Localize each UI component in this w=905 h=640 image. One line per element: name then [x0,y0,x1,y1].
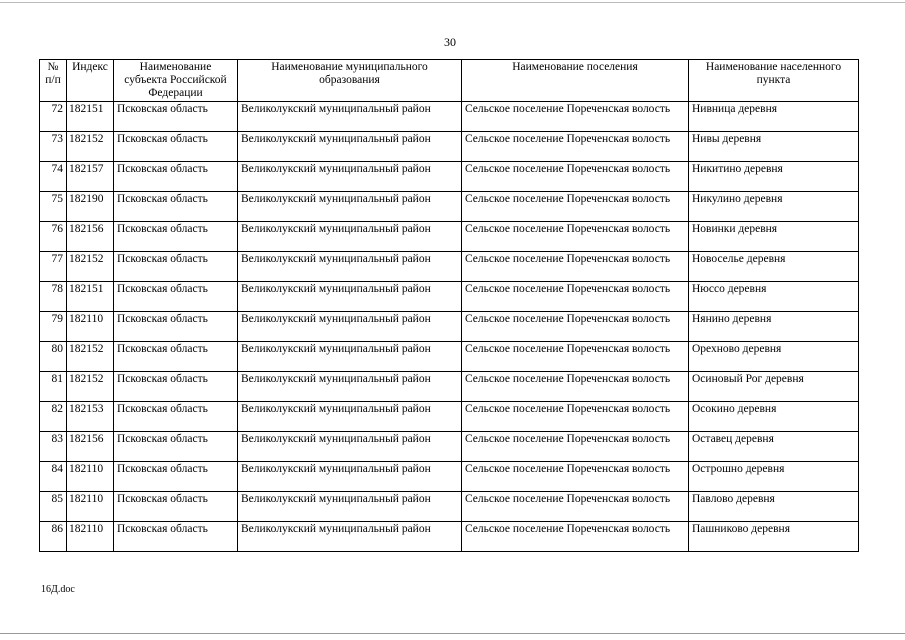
cell-subject: Псковская область [114,222,238,252]
cell-settlement: Сельское поселение Пореченская волость [462,162,689,192]
cell-locality: Оставец деревня [689,432,859,462]
cell-locality: Новоселье деревня [689,252,859,282]
cell-settlement: Сельское поселение Пореченская волость [462,132,689,162]
cell-municipality: Великолукский муниципальный район [238,372,462,402]
cell-num: 74 [40,162,67,192]
cell-municipality: Великолукский муниципальный район [238,342,462,372]
cell-num: 84 [40,462,67,492]
cell-locality: Никитино деревня [689,162,859,192]
cell-settlement: Сельское поселение Пореченская волость [462,492,689,522]
table-row [40,372,859,402]
cell-index: 182153 [67,402,114,432]
table-row [40,342,859,372]
cell-settlement: Сельское поселение Пореченская волость [462,312,689,342]
settlements-table [39,59,859,552]
cell-num: 73 [40,132,67,162]
cell-subject: Псковская область [114,312,238,342]
table-body [40,102,859,552]
cell-municipality: Великолукский муниципальный район [238,192,462,222]
header-index: Индекс [67,60,114,102]
cell-settlement: Сельское поселение Пореченская волость [462,222,689,252]
cell-subject: Псковская область [114,132,238,162]
table-row [40,522,859,552]
cell-locality: Новинки деревня [689,222,859,252]
cell-index: 182151 [67,282,114,312]
scan-edge-top [0,2,905,3]
cell-index: 182156 [67,222,114,252]
cell-municipality: Великолукский муниципальный район [238,402,462,432]
header-num: № п/п [40,60,67,102]
cell-num: 86 [40,522,67,552]
cell-locality: Пашниково деревня [689,522,859,552]
cell-subject: Псковская область [114,462,238,492]
page-number: 30 [444,35,456,49]
cell-num: 85 [40,492,67,522]
cell-settlement: Сельское поселение Пореченская волость [462,462,689,492]
cell-settlement: Сельское поселение Пореченская волость [462,282,689,312]
cell-locality: Осокино деревня [689,402,859,432]
cell-num: 76 [40,222,67,252]
table-header-row [40,60,859,102]
cell-index: 182152 [67,132,114,162]
cell-settlement: Сельское поселение Пореченская волость [462,252,689,282]
cell-num: 75 [40,192,67,222]
cell-subject: Псковская область [114,522,238,552]
cell-settlement: Сельское поселение Пореченская волость [462,522,689,552]
cell-municipality: Великолукский муниципальный район [238,432,462,462]
cell-subject: Псковская область [114,282,238,312]
cell-municipality: Великолукский муниципальный район [238,462,462,492]
table-row [40,132,859,162]
cell-municipality: Великолукский муниципальный район [238,312,462,342]
table-row [40,162,859,192]
cell-municipality: Великолукский муниципальный район [238,102,462,132]
cell-index: 182110 [67,462,114,492]
header-municipality: Наименование муниципального образования [238,60,462,102]
cell-subject: Псковская область [114,162,238,192]
cell-locality: Нивница деревня [689,102,859,132]
cell-settlement: Сельское поселение Пореченская волость [462,192,689,222]
cell-settlement: Сельское поселение Пореченская волость [462,372,689,402]
cell-municipality: Великолукский муниципальный район [238,522,462,552]
cell-subject: Псковская область [114,102,238,132]
footer-file-name: 16Д.doc [41,584,75,595]
cell-num: 82 [40,402,67,432]
cell-num: 77 [40,252,67,282]
cell-index: 182152 [67,342,114,372]
cell-municipality: Великолукский муниципальный район [238,492,462,522]
cell-index: 182156 [67,432,114,462]
cell-municipality: Великолукский муниципальный район [238,222,462,252]
cell-locality: Орехново деревня [689,342,859,372]
cell-settlement: Сельское поселение Пореченская волость [462,342,689,372]
cell-locality: Острошно деревня [689,462,859,492]
cell-locality: Нянино деревня [689,312,859,342]
cell-index: 182190 [67,192,114,222]
cell-num: 72 [40,102,67,132]
cell-locality: Павлово деревня [689,492,859,522]
cell-index: 182152 [67,372,114,402]
header-subject: Наименование субъекта Российской Федерации [114,60,238,102]
cell-settlement: Сельское поселение Пореченская волость [462,432,689,462]
header-settlement: Наименование поселения [462,60,689,102]
cell-subject: Псковская область [114,492,238,522]
cell-index: 182110 [67,312,114,342]
cell-settlement: Сельское поселение Пореченская волость [462,402,689,432]
cell-settlement: Сельское поселение Пореченская волость [462,102,689,132]
cell-subject: Псковская область [114,372,238,402]
cell-subject: Псковская область [114,432,238,462]
cell-num: 79 [40,312,67,342]
table-row [40,102,859,132]
cell-locality: Осиновый Рог деревня [689,372,859,402]
table-row [40,282,859,312]
cell-municipality: Великолукский муниципальный район [238,282,462,312]
table-row [40,222,859,252]
table-row [40,192,859,222]
cell-subject: Псковская область [114,192,238,222]
cell-num: 81 [40,372,67,402]
cell-index: 182110 [67,522,114,552]
cell-index: 182157 [67,162,114,192]
cell-locality: Нюссо деревня [689,282,859,312]
cell-num: 78 [40,282,67,312]
cell-subject: Псковская область [114,402,238,432]
cell-municipality: Великолукский муниципальный район [238,252,462,282]
cell-index: 182110 [67,492,114,522]
scan-edge-bottom [0,633,905,634]
cell-subject: Псковская область [114,342,238,372]
cell-index: 182151 [67,102,114,132]
table-row [40,462,859,492]
table-row [40,492,859,522]
table-row [40,252,859,282]
cell-index: 182152 [67,252,114,282]
cell-subject: Псковская область [114,252,238,282]
table-row [40,312,859,342]
cell-locality: Никулино деревня [689,192,859,222]
cell-num: 83 [40,432,67,462]
table-row [40,432,859,462]
header-locality: Наименование населенного пункта [689,60,859,102]
cell-num: 80 [40,342,67,372]
cell-municipality: Великолукский муниципальный район [238,132,462,162]
table-row [40,402,859,432]
cell-municipality: Великолукский муниципальный район [238,162,462,192]
cell-locality: Нивы деревня [689,132,859,162]
